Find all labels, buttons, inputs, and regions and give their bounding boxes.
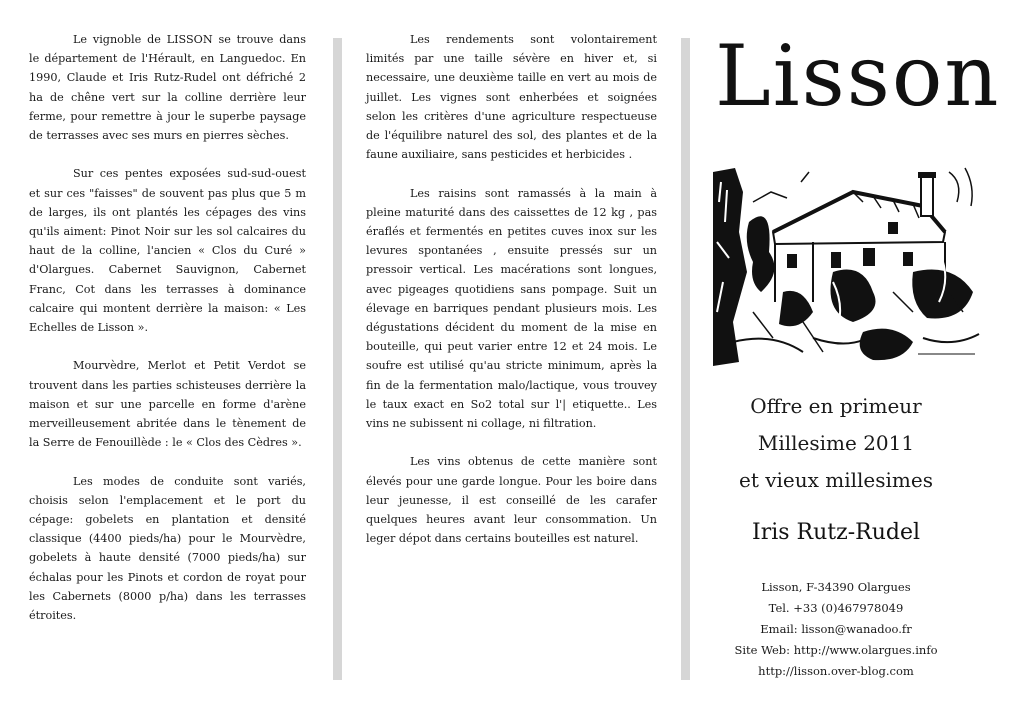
contact-block: [705, 577, 967, 682]
offer-heading: [705, 388, 967, 499]
contact-blog[interactable]: http://lisson.over-blog.com: [758, 664, 914, 678]
brand-logo: Lisson: [715, 27, 1001, 125]
farmhouse-sketch: [713, 162, 981, 366]
paragraph-grape-varieties: Sur ces pentes exposées sud-sud-ouest et sur ces "faisses" de souvent pas plus que 5 m de larges, ils ont plantés les cépages des vins qu'ils aiment: Pinot Noir sur les sol calcaires du haut de la colline, l'ancien « Clos du Curé » d'Olargues. Cabernet Sauvignon, Cabernet Franc, Cot dans les terrasses à dominance calcaire qui montent derrière la maison: « Les Echelles de Lisson ».: [29, 167, 306, 335]
paragraph-training-methods: Les modes de conduite sont variés, choisis selon l'emplacement et le port du cépage: gobelets en plantation et densité classique (4400 pieds/ha) pour le Mourvèdre, gobelets à haute densité (7000 pieds/ha) sur échalas pour les Pinots et cordon de royat pour les Cabernets (8000 p/ha) dans les terrasses étroites.: [29, 474, 306, 623]
column-left: [29, 30, 306, 644]
paragraph-vineyard-intro: Le vignoble de LISSON se trouve dans le département de l'Hérault, en Languedoc. En 1990, Claude et Iris Rutz-Rudel ont défriché 2 ha de chêne vert sur la colline derrière leur ferme, pour remettre à jour le superbe paysage de terrasses avec ses murs en pierres sèches.: [29, 33, 306, 143]
contact-address: Lisson, F-34390 Olargues: [761, 580, 911, 594]
cover-panel: [705, 0, 1001, 725]
fold-divider-1: [333, 38, 342, 680]
fold-divider-2: [681, 38, 690, 680]
owner-name: Iris Rutz-Rudel: [752, 520, 920, 545]
contact-email[interactable]: Email: lisson@wanadoo.fr: [760, 622, 912, 636]
column-middle: [366, 30, 657, 568]
offer-line-2: Millesime 2011: [757, 431, 915, 455]
contact-website[interactable]: Site Web: http://www.olargues.info: [734, 643, 938, 657]
contact-phone: Tel. +33 (0)467978049: [768, 601, 904, 615]
offer-line-3: et vieux millesimes: [739, 468, 933, 492]
offer-line-1: Offre en primeur: [750, 394, 922, 418]
paragraph-schist-parcels: Mourvèdre, Merlot et Petit Verdot se trouvent dans les parties schisteuses derrière la maison et sur une parcelle en forme d'arène merveilleusement abritée dans le tènement de la Serre de Fenouillède : le « Clos des Cèdres ».: [29, 359, 306, 450]
paragraph-harvest-vinification: Les raisins sont ramassés à la main à pleine maturité dans des caissettes de 12 kg , pas éraflés et fermentés en petites cuves inox sur les levures spontanées , ensuite pressés sur un pressoir vertical. Les macérations sont longues, avec pigeages quotidiens sans pompage. Suit un élevage en barriques pendant plusieurs mois. Les dégustations décident du moment de la mise en bouteille, qui peut varier entre 12 et 24 mois. Le soufre est utilisé qu'au stricte minimum, après la fin de la fermentation malo/lactique, vous trouvey le taux exact en So2 total sur l'| etiquette.. Les vins ne subissent ni collage, ni filtration.: [366, 186, 657, 431]
paragraph-aging: Les vins obtenus de cette manière sont élevés pour une garde longue. Pour les boire dans leur jeunesse, il est conseillé de les carafer quelques heures avant leur consommation. Un leger dépot dans certains bouteilles est naturel.: [366, 455, 657, 546]
paragraph-yields: Les rendements sont volontairement limités par une taille sévère en hiver et, si necessaire, une deuxième taille en vert au mois de juillet. Les vignes sont enherbées et soignées selon les critères d'une agriculture respectueuse de l'équilibre naturel des sol, des plantes et de la faune auxiliaire, sans pesticides et herbicides .: [366, 33, 657, 162]
